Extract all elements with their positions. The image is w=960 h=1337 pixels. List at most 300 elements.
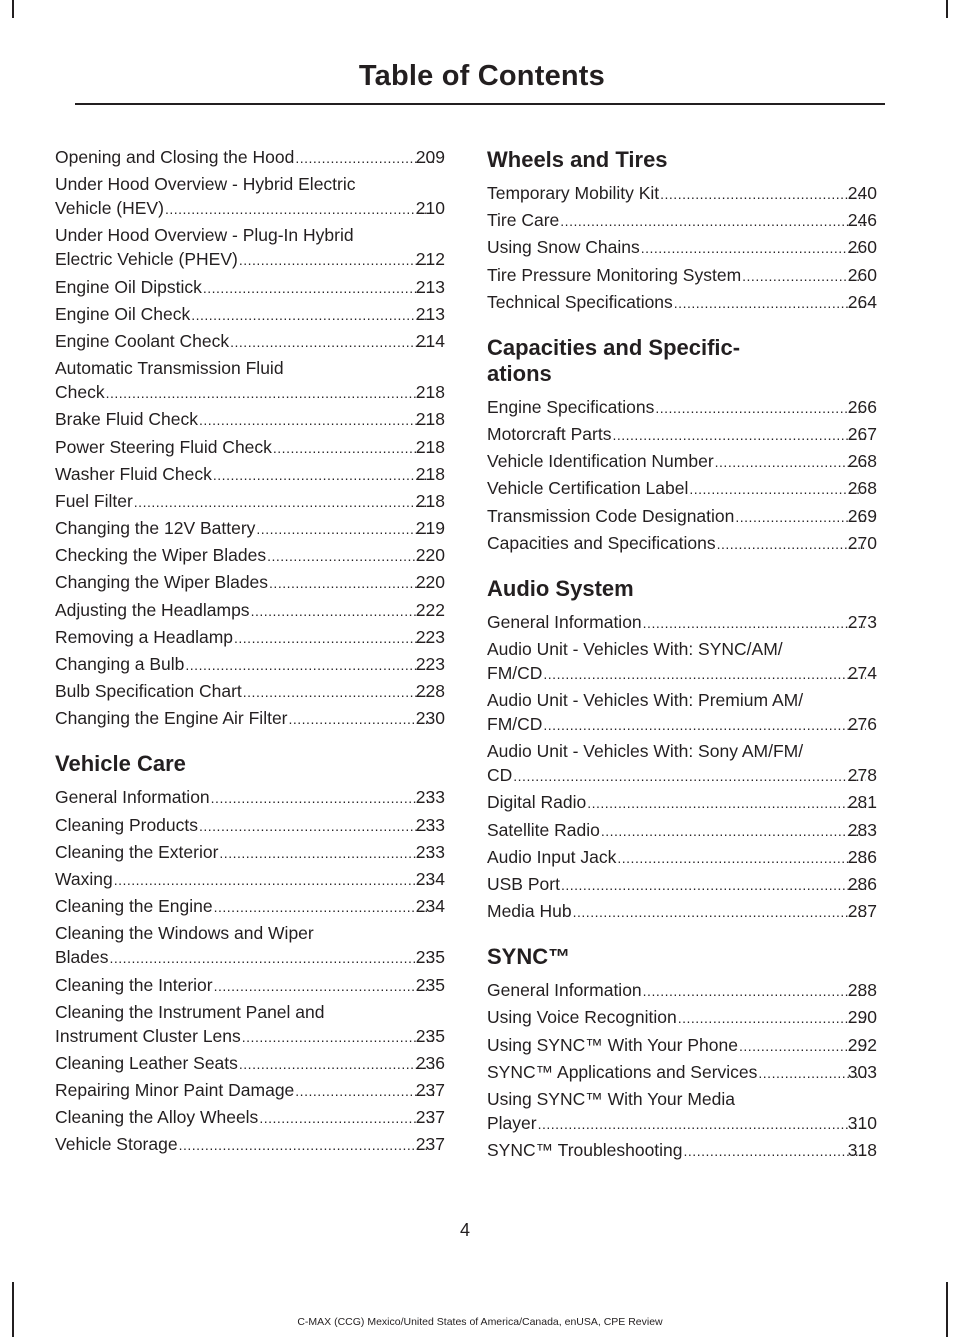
toc-entry[interactable]	[55, 223, 445, 272]
toc-dot-leader	[684, 1139, 866, 1163]
toc-dot-leader	[587, 791, 866, 815]
toc-entry-last-line	[55, 785, 445, 810]
toc-entry-last-line	[55, 813, 445, 838]
toc-entry-last-line	[487, 1005, 877, 1030]
toc-entry-last-line	[55, 275, 445, 300]
toc-dot-leader	[715, 450, 866, 474]
toc-dot-leader	[165, 197, 434, 221]
toc-entry[interactable]	[55, 275, 445, 300]
toc-entry-title: Cleaning the Alloy Wheels	[55, 1107, 259, 1128]
toc-entry-page-number: 237	[415, 1134, 445, 1155]
toc-dot-leader	[641, 236, 866, 260]
toc-entry-title: Satellite Radio	[487, 819, 600, 840]
toc-entry-title: Vehicle (HEV)	[55, 198, 164, 219]
toc-entry-page-number: 267	[847, 423, 877, 444]
toc-entry-last-line	[55, 625, 445, 650]
toc-entry[interactable]	[55, 598, 445, 623]
toc-entry-last-line	[487, 661, 877, 686]
toc-dot-leader	[211, 786, 434, 810]
toc-entry-title: Engine Coolant Check	[55, 330, 230, 351]
toc-entry-last-line	[55, 679, 445, 704]
toc-entry-page-number: 283	[847, 819, 877, 840]
toc-section-heading-text: Capacities and Specific-	[487, 334, 741, 360]
toc-entry-page-number: 218	[415, 382, 445, 403]
toc-dot-leader	[513, 764, 866, 788]
toc-entry-page-number: 281	[847, 792, 877, 813]
toc-entry-last-line	[487, 263, 877, 288]
toc-dot-leader	[674, 291, 866, 315]
toc-entry-last-line	[487, 1060, 877, 1085]
toc-entry-title: USB Port	[487, 874, 560, 894]
toc-entry-last-line	[55, 894, 445, 919]
toc-entry[interactable]	[487, 637, 877, 686]
toc-entry-title: Engine Specifications	[487, 396, 655, 417]
toc-entry-page-number: 268	[847, 451, 877, 472]
toc-dot-leader	[717, 532, 866, 556]
toc-entry-last-line	[487, 763, 877, 788]
toc-entry-title: Cleaning the Engine	[55, 896, 213, 917]
toc-entry-title: Audio Unit - Vehicles With: Premium AM/	[487, 690, 804, 711]
toc-entry-last-line	[55, 706, 445, 731]
toc-entry-title: Changing the 12V Battery	[55, 518, 256, 539]
toc-entry-title: Motorcraft Parts	[487, 423, 612, 444]
toc-entry[interactable]	[55, 570, 445, 595]
toc-dot-leader	[179, 1133, 434, 1157]
toc-dot-leader	[543, 662, 865, 686]
toc-entry[interactable]	[487, 739, 877, 788]
toc-entry-title: Capacities and Specifications	[487, 532, 716, 553]
toc-entry[interactable]	[487, 790, 877, 815]
toc-entry[interactable]	[487, 1033, 877, 1058]
toc-entry[interactable]	[55, 1078, 445, 1103]
toc-entry-page-number: 235	[415, 1025, 445, 1046]
toc-dot-leader	[230, 330, 434, 354]
toc-dot-leader	[214, 895, 434, 919]
toc-entry-page-number: 260	[847, 264, 877, 285]
toc-dot-leader	[643, 611, 866, 635]
toc-dot-leader	[203, 276, 434, 300]
toc-entry-last-line	[55, 1024, 445, 1049]
toc-entry[interactable]	[55, 973, 445, 998]
toc-section-heading-text: SYNC™	[487, 944, 571, 970]
toc-entry[interactable]	[55, 329, 445, 354]
toc-entry-last-line	[55, 1051, 445, 1076]
toc-dot-leader	[655, 396, 865, 420]
toc-entry-title: Cleaning the Exterior	[55, 841, 219, 862]
toc-entry-page-number: 213	[415, 303, 445, 324]
toc-entry-title: Checking the Wiper Blades	[55, 545, 267, 566]
toc-entry-last-line	[55, 598, 445, 623]
toc-entry-last-line	[487, 845, 877, 870]
toc-entry-last-line	[55, 1132, 445, 1157]
toc-entry-title: Media Hub	[487, 901, 572, 922]
toc-dot-leader	[114, 868, 434, 892]
toc-entry-last-line	[55, 329, 445, 354]
toc-entry-last-line	[55, 973, 445, 998]
toc-dot-leader	[289, 707, 434, 731]
toc-entry-page-number: 278	[847, 765, 877, 786]
toc-entry-title: Vehicle Storage	[55, 1134, 178, 1155]
header-divider	[75, 103, 885, 105]
toc-entry[interactable]	[55, 145, 445, 170]
toc-entry-last-line	[487, 504, 877, 529]
toc-entry-last-line	[487, 395, 877, 420]
toc-section-heading	[55, 751, 445, 777]
toc-entry-last-line	[487, 422, 877, 447]
toc-entry-page-number: 240	[847, 183, 877, 203]
toc-entry-last-line	[55, 302, 445, 327]
toc-entry-last-line	[487, 531, 877, 556]
toc-entry-page-number: 220	[415, 572, 445, 593]
toc-entry-last-line	[55, 570, 445, 595]
toc-entry-title: Temporary Mobility Kit	[487, 183, 660, 203]
toc-section-heading-text: ations	[487, 360, 552, 386]
toc-entry[interactable]	[487, 290, 877, 315]
crop-mark-top-left	[12, 0, 14, 18]
toc-entry-title: Bulb Specification Chart	[55, 681, 242, 702]
crop-mark-bottom-left	[12, 1282, 14, 1337]
toc-entry-title: Instrument Cluster Lens	[55, 1025, 241, 1046]
toc-entry-last-line	[55, 407, 445, 432]
toc-entry-page-number: 218	[415, 463, 445, 484]
toc-entry-last-line	[487, 1138, 877, 1163]
toc-dot-leader	[110, 946, 434, 970]
toc-entry[interactable]	[487, 688, 877, 737]
toc-entry-last-line	[55, 145, 445, 170]
toc-section-heading	[487, 576, 877, 602]
toc-entry-page-number: 246	[847, 210, 877, 231]
toc-dot-leader	[199, 814, 434, 838]
toc-entry-title: FM/CD	[487, 714, 543, 735]
toc-entry-last-line	[487, 235, 877, 260]
toc-entry[interactable]	[487, 422, 877, 447]
toc-entry-page-number: 270	[847, 532, 877, 553]
toc-dot-leader	[601, 819, 866, 843]
toc-entry[interactable]	[487, 263, 877, 288]
toc-entry-title: Using Snow Chains	[487, 237, 640, 258]
toc-entry[interactable]	[55, 1105, 445, 1130]
toc-entry[interactable]	[55, 462, 445, 487]
toc-dot-leader	[739, 1034, 866, 1058]
toc-dot-leader	[213, 463, 434, 487]
toc-entry-title: Changing a Bulb	[55, 654, 185, 674]
toc-entry-page-number: 276	[847, 714, 877, 735]
toc-entry-title: Vehicle Identification Number	[487, 451, 714, 472]
toc-entry-title: Washer Fluid Check	[55, 463, 212, 484]
toc-entry-last-line	[487, 712, 877, 737]
toc-entry-last-line	[55, 380, 445, 405]
toc-entry[interactable]	[487, 476, 877, 501]
toc-entry-last-line	[487, 208, 877, 233]
toc-entry-page-number: 264	[847, 291, 877, 312]
toc-section-heading-text: Audio System	[487, 575, 634, 601]
toc-entry-last-line	[487, 899, 877, 924]
toc-entry[interactable]	[55, 435, 445, 460]
toc-entry-title: Tire Pressure Monitoring System	[487, 264, 742, 285]
toc-entry-title: Using SYNC™ With Your Phone	[487, 1034, 738, 1055]
toc-entry-title: Opening and Closing the Hood	[55, 147, 295, 167]
toc-entry[interactable]	[55, 172, 445, 221]
toc-entry-title: Changing the Wiper Blades	[55, 572, 269, 593]
toc-entry-last-line	[55, 840, 445, 865]
toc-entry-page-number: 274	[847, 662, 877, 683]
toc-entry-page-number: 212	[415, 249, 445, 270]
toc-entry[interactable]	[487, 395, 877, 420]
toc-entry-title: Brake Fluid Check	[55, 409, 198, 430]
toc-entry[interactable]	[487, 208, 877, 233]
toc-entry-page-number: 219	[415, 518, 445, 539]
toc-entry[interactable]	[55, 356, 445, 405]
toc-entry-title: CD	[487, 765, 513, 786]
toc-entry-title: Electric Vehicle (PHEV)	[55, 249, 238, 270]
toc-section-heading	[487, 147, 877, 173]
toc-entry-last-line	[487, 978, 877, 1003]
toc-entry-last-line	[55, 489, 445, 514]
toc-section-heading	[487, 944, 877, 970]
toc-entry-last-line	[487, 1111, 877, 1136]
toc-entry-page-number: 292	[847, 1034, 877, 1055]
toc-entry-title: Cleaning the Interior	[55, 974, 213, 995]
toc-entry[interactable]	[55, 921, 445, 970]
toc-right-column	[487, 145, 877, 1165]
toc-entry-title: Repairing Minor Paint Damage	[55, 1080, 295, 1101]
toc-entry-last-line	[55, 652, 445, 677]
toc-entry-title: Changing the Engine Air Filter	[55, 708, 288, 729]
toc-entry-page-number: 235	[415, 974, 445, 995]
toc-entry[interactable]	[487, 818, 877, 843]
toc-entry-title: Using Voice Recognition	[487, 1007, 677, 1028]
toc-entry-title: Check	[55, 382, 105, 403]
toc-entry-page-number: 218	[415, 490, 445, 511]
toc-dot-leader	[219, 841, 433, 865]
toc-entry[interactable]	[487, 449, 877, 474]
toc-entry[interactable]	[487, 978, 877, 1003]
toc-dot-leader	[267, 544, 434, 568]
toc-entry[interactable]	[55, 516, 445, 541]
toc-entry-last-line	[55, 945, 445, 970]
toc-entry-page-number: 266	[847, 396, 877, 417]
toc-entry[interactable]	[487, 1087, 877, 1136]
toc-entry-page-number: 310	[847, 1112, 877, 1133]
toc-dot-leader	[295, 146, 433, 170]
toc-dot-leader	[214, 974, 434, 998]
toc-dot-leader	[191, 303, 434, 327]
toc-entry[interactable]	[55, 1051, 445, 1076]
toc-entry-page-number: 218	[415, 436, 445, 457]
toc-entry-last-line	[487, 476, 877, 501]
toc-entry-title: Audio Input Jack	[487, 846, 617, 867]
toc-entry[interactable]	[487, 1005, 877, 1030]
toc-entry-title: Engine Oil Check	[55, 303, 191, 324]
toc-entry-last-line	[55, 867, 445, 892]
toc-entry-page-number: 223	[415, 654, 445, 674]
toc-entry[interactable]	[55, 1000, 445, 1049]
toc-entry-title: Player	[487, 1112, 537, 1133]
toc-dot-leader	[199, 408, 434, 432]
toc-entry[interactable]	[487, 504, 877, 529]
footer-text: C-MAX (CCG) Mexico/United States of America/Canada, enUSA, CPE Review	[297, 1316, 663, 1328]
page-title: Table of Contents	[358, 60, 605, 92]
toc-entry-last-line	[55, 247, 445, 272]
toc-entry-title: Tire Care	[487, 210, 560, 231]
toc-entry-page-number: 235	[415, 947, 445, 968]
toc-entry[interactable]	[487, 899, 877, 924]
toc-dot-leader	[573, 900, 866, 924]
toc-entry-last-line	[487, 790, 877, 815]
toc-entry-page-number: 233	[415, 787, 445, 808]
toc-entry-title: Cleaning Leather Seats	[55, 1052, 238, 1073]
toc-entry[interactable]	[55, 489, 445, 514]
toc-entry-title: General Information	[487, 980, 642, 1001]
toc-entry-page-number: 318	[847, 1140, 877, 1161]
toc-entry-title: Transmission Code Designation	[487, 505, 735, 526]
toc-entry-page-number: 237	[415, 1080, 445, 1101]
toc-dot-leader	[269, 571, 434, 595]
toc-entry-title: Fuel Filter	[55, 490, 133, 511]
toc-dot-leader	[251, 599, 434, 623]
toc-entry-title: Under Hood Overview - Plug-In Hybrid	[55, 225, 354, 246]
toc-entry[interactable]	[55, 679, 445, 704]
toc-entry-last-line	[487, 872, 877, 897]
toc-entry[interactable]	[55, 625, 445, 650]
toc-entry[interactable]	[487, 1060, 877, 1085]
toc-entry-page-number: 218	[415, 409, 445, 430]
toc-entry-title: Under Hood Overview - Hybrid Electric	[55, 174, 356, 195]
toc-entry[interactable]	[487, 845, 877, 870]
toc-section-heading-text: Vehicle Care	[55, 751, 186, 777]
toc-entry-last-line	[55, 543, 445, 568]
toc-dot-leader	[239, 248, 434, 272]
toc-entry-last-line	[55, 1078, 445, 1103]
toc-entry-page-number: 288	[847, 980, 877, 1001]
toc-entry-page-number: 213	[415, 276, 445, 297]
toc-entry-title: FM/CD	[487, 662, 543, 683]
toc-entry-page-number: 286	[847, 874, 877, 894]
toc-section-heading	[487, 335, 877, 387]
toc-entry-page-number: 290	[847, 1007, 877, 1028]
toc-dot-leader	[295, 1079, 434, 1103]
toc-entry[interactable]	[487, 1138, 877, 1163]
toc-entry-last-line	[487, 818, 877, 843]
toc-dot-leader	[612, 423, 865, 447]
toc-dot-leader	[561, 873, 866, 897]
toc-dot-leader	[735, 505, 865, 529]
toc-dot-leader	[185, 653, 433, 677]
toc-entry[interactable]	[487, 610, 877, 635]
toc-entry-title: Audio Unit - Vehicles With: SYNC/AM/	[487, 638, 783, 659]
toc-entry-title: Technical Specifications	[487, 291, 673, 312]
toc-dot-leader	[689, 477, 865, 501]
toc-entry-page-number: 234	[415, 868, 445, 889]
toc-entry[interactable]	[55, 840, 445, 865]
toc-entry-page-number: 209	[415, 147, 445, 167]
toc-entry-title: Automatic Transmission Fluid	[55, 358, 284, 379]
toc-entry-title: SYNC™ Troubleshooting	[487, 1140, 683, 1161]
toc-entry-last-line	[55, 516, 445, 541]
toc-entry[interactable]	[487, 872, 877, 897]
toc-dot-leader	[243, 680, 434, 704]
toc-entry-page-number: 233	[415, 814, 445, 835]
toc-entry-title: Digital Radio	[487, 792, 587, 813]
toc-entry[interactable]	[55, 785, 445, 810]
toc-entry-page-number: 286	[847, 846, 877, 867]
toc-entry-page-number: 228	[415, 681, 445, 702]
crop-mark-bottom-right	[946, 1282, 948, 1337]
toc-entry-page-number: 236	[415, 1052, 445, 1073]
toc-dot-leader	[239, 1052, 434, 1076]
toc-dot-leader	[617, 846, 865, 870]
toc-entry-title: Cleaning Products	[55, 814, 198, 835]
toc-entry[interactable]	[487, 531, 877, 556]
toc-entry-last-line	[55, 462, 445, 487]
toc-entry-page-number: 287	[847, 901, 877, 922]
toc-entry-last-line	[487, 1033, 877, 1058]
toc-entry-title: SYNC™ Applications and Services	[487, 1061, 758, 1082]
toc-dot-leader	[259, 1106, 433, 1130]
toc-entry-page-number: 273	[847, 611, 877, 632]
toc-entry[interactable]	[487, 235, 877, 260]
toc-entry-last-line	[487, 449, 877, 474]
toc-entry-last-line	[55, 196, 445, 221]
toc-entry[interactable]	[55, 894, 445, 919]
toc-entry-page-number: 260	[847, 237, 877, 258]
toc-entry[interactable]	[55, 706, 445, 731]
toc-entry-title: Vehicle Certification Label	[487, 478, 689, 499]
toc-entry-last-line	[487, 181, 877, 206]
toc-entry-page-number: 303	[847, 1061, 877, 1082]
toc-entry-page-number: 237	[415, 1107, 445, 1128]
toc-entry-title: Audio Unit - Vehicles With: Sony AM/FM/	[487, 741, 804, 762]
toc-dot-leader	[560, 209, 866, 233]
toc-entry-page-number: 269	[847, 505, 877, 526]
toc-entry-page-number: 268	[847, 478, 877, 499]
toc-entry-page-number: 230	[415, 708, 445, 729]
toc-entry-page-number: 223	[415, 626, 445, 647]
toc-entry[interactable]	[55, 1132, 445, 1157]
toc-entry-page-number: 214	[415, 330, 445, 351]
toc-entry[interactable]	[55, 813, 445, 838]
page-number: 4	[459, 1220, 470, 1240]
toc-entry-title: Adjusting the Headlamps	[55, 599, 250, 620]
toc-dot-leader	[543, 713, 865, 737]
toc-entry[interactable]	[55, 407, 445, 432]
toc-entry[interactable]	[55, 652, 445, 677]
toc-entry-page-number: 210	[415, 198, 445, 219]
toc-dot-leader	[256, 517, 433, 541]
toc-dot-leader	[678, 1006, 866, 1030]
toc-dot-leader	[134, 490, 434, 514]
toc-dot-leader	[106, 381, 434, 405]
toc-entry-page-number: 233	[415, 841, 445, 862]
crop-mark-top-right	[946, 0, 948, 18]
toc-entry-page-number: 220	[415, 545, 445, 566]
toc-entry-title: Removing a Headlamp	[55, 626, 234, 647]
toc-entry-title: General Information	[55, 787, 210, 808]
toc-entry[interactable]	[55, 867, 445, 892]
toc-entry-page-number: 234	[415, 896, 445, 917]
toc-entry[interactable]	[487, 181, 877, 206]
toc-entry-title: Using SYNC™ With Your Media	[487, 1088, 736, 1109]
toc-entry-page-number: 222	[415, 599, 445, 620]
toc-entry-title: Power Steering Fluid Check	[55, 436, 272, 457]
toc-entry-title: Blades	[55, 947, 109, 968]
toc-dot-leader	[234, 626, 434, 650]
toc-dot-leader	[273, 436, 434, 460]
toc-entry[interactable]	[55, 543, 445, 568]
toc-entry[interactable]	[55, 302, 445, 327]
toc-entry-title: Engine Oil Dipstick	[55, 276, 202, 297]
toc-entry-title: Cleaning the Instrument Panel and	[55, 1001, 325, 1022]
